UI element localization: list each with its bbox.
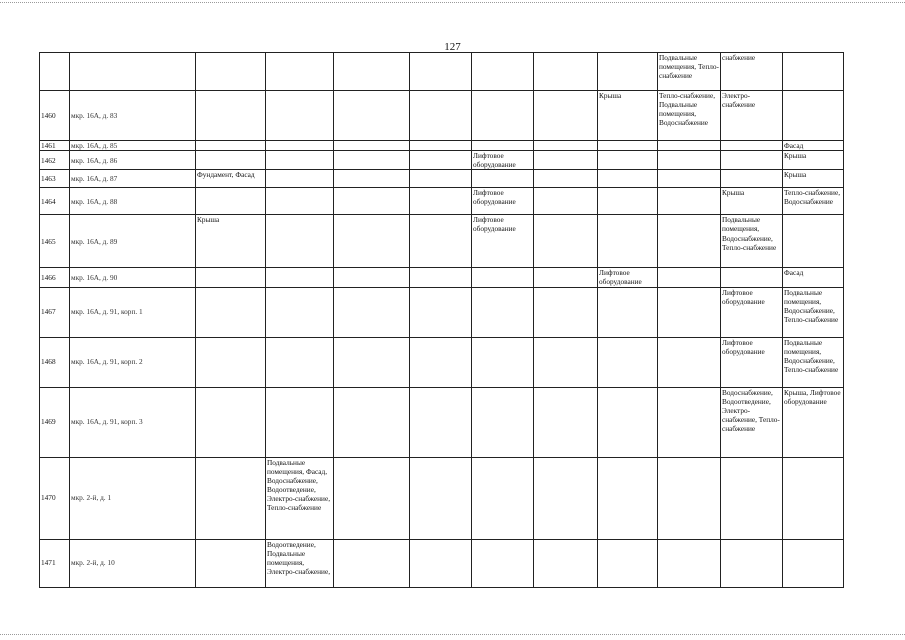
table-row	[40, 268, 844, 287]
work-cell	[598, 539, 658, 587]
work-cell	[598, 215, 658, 268]
row-number: 1468	[40, 337, 70, 387]
address-cell: мкр. 2-й, д. 10	[70, 539, 196, 587]
work-cell: Крыша	[196, 215, 266, 268]
work-cell	[410, 91, 472, 141]
work-cell: Крыша	[721, 188, 783, 215]
row-number: 1460	[40, 91, 70, 141]
table-row	[40, 170, 844, 188]
work-cell: Подвальные помещения, Водоснабжение, Тепло-снабжение	[721, 215, 783, 268]
row-number: 1466	[40, 268, 70, 287]
work-cell	[334, 268, 410, 287]
work-cell	[783, 457, 844, 539]
work-cell	[334, 337, 410, 387]
work-cell	[472, 387, 534, 457]
work-cell	[410, 151, 472, 170]
work-cell	[534, 387, 598, 457]
work-cell: Крыша	[783, 151, 844, 170]
work-cell	[266, 337, 334, 387]
work-cell	[658, 337, 721, 387]
work-cell	[266, 215, 334, 268]
work-cell	[534, 170, 598, 188]
row-number: 1470	[40, 457, 70, 539]
work-cell	[534, 188, 598, 215]
work-cell	[196, 188, 266, 215]
work-cell	[658, 387, 721, 457]
row-number: 1469	[40, 387, 70, 457]
work-cell	[472, 457, 534, 539]
work-cell	[410, 387, 472, 457]
work-cell	[334, 215, 410, 268]
page-number: 127	[444, 41, 461, 53]
work-cell	[266, 151, 334, 170]
work-cell	[196, 337, 266, 387]
work-cell	[658, 151, 721, 170]
work-cell	[410, 287, 472, 337]
work-cell	[598, 141, 658, 151]
work-cell	[472, 337, 534, 387]
work-cell	[598, 287, 658, 337]
work-cell: Тепло-снабжение, Водоснабжение	[783, 188, 844, 215]
work-cell: снабжение	[721, 53, 783, 91]
work-cell	[534, 457, 598, 539]
work-cell	[334, 188, 410, 215]
work-cell	[334, 170, 410, 188]
work-cell	[266, 188, 334, 215]
address-cell: мкр. 16А, д. 88	[70, 188, 196, 215]
address-cell: мкр. 16А, д. 90	[70, 268, 196, 287]
work-cell	[721, 539, 783, 587]
work-cell	[534, 539, 598, 587]
work-cell	[534, 287, 598, 337]
work-cell: Подвальные помещения, Водоснабжение, Тепло-снабжение	[783, 337, 844, 387]
work-cell	[598, 387, 658, 457]
work-cell: Водоотведение, Подвальные помещения, Электро-снабжение,	[266, 539, 334, 587]
work-cell	[658, 215, 721, 268]
row-number: 1465	[40, 215, 70, 268]
work-cell	[658, 539, 721, 587]
work-cell	[266, 387, 334, 457]
work-cell	[196, 457, 266, 539]
work-cell	[598, 337, 658, 387]
row-number: 1462	[40, 151, 70, 170]
work-cell	[534, 91, 598, 141]
address-cell: мкр. 2-й, д. 1	[70, 457, 196, 539]
work-cell	[334, 91, 410, 141]
work-cell: Подвальные помещения, Тепло-снабжение	[658, 53, 721, 91]
work-cell	[534, 268, 598, 287]
table-row	[40, 457, 844, 539]
table-row	[40, 151, 844, 170]
work-cell	[472, 539, 534, 587]
work-cell	[196, 268, 266, 287]
work-cell: Лифтовое оборудование	[598, 268, 658, 287]
work-cell	[196, 287, 266, 337]
table-row	[40, 141, 844, 151]
work-cell	[472, 287, 534, 337]
work-cell	[410, 188, 472, 215]
work-cell: Тепло-снабжение, Подвальные помещения, Водоснабжение	[658, 91, 721, 141]
work-cell	[534, 337, 598, 387]
work-cell: Фундамент, Фасад	[196, 170, 266, 188]
work-cell: Крыша, Лифтовое оборудование	[783, 387, 844, 457]
work-cell	[410, 457, 472, 539]
work-cell	[472, 170, 534, 188]
work-cell	[472, 141, 534, 151]
work-cell	[266, 91, 334, 141]
work-cell	[721, 457, 783, 539]
work-cell	[266, 53, 334, 91]
work-cell	[266, 141, 334, 151]
work-cell	[472, 53, 534, 91]
work-cell	[783, 539, 844, 587]
work-cell	[196, 53, 266, 91]
work-cell	[334, 387, 410, 457]
work-cell: Фасад	[783, 141, 844, 151]
address-cell: мкр. 16А, д. 86	[70, 151, 196, 170]
work-cell: Фасад	[783, 268, 844, 287]
work-cell: Подвальные помещения, Фасад, Водоснабжение, Водоотведение, Электро-снабжение, Тепло-снабжение	[266, 457, 334, 539]
work-cell: Крыша	[598, 91, 658, 141]
address-cell: мкр. 16А, д. 87	[70, 170, 196, 188]
address-cell: мкр. 16А, д. 89	[70, 215, 196, 268]
scan-edge-bottom	[0, 634, 905, 635]
work-cell	[266, 170, 334, 188]
row-number: 1461	[40, 141, 70, 151]
work-cell	[334, 287, 410, 337]
address-cell	[70, 53, 196, 91]
work-cell	[658, 457, 721, 539]
work-cell	[472, 268, 534, 287]
address-cell: мкр. 16А, д. 83	[70, 91, 196, 141]
table-row	[40, 539, 844, 587]
address-cell: мкр. 16А, д. 91, корп. 1	[70, 287, 196, 337]
scan-edge-top	[0, 2, 905, 3]
work-cell	[196, 151, 266, 170]
work-cell	[334, 151, 410, 170]
address-cell: мкр. 16А, д. 91, корп. 3	[70, 387, 196, 457]
work-cell	[410, 215, 472, 268]
work-cell	[658, 268, 721, 287]
work-cell	[658, 170, 721, 188]
work-cell	[266, 287, 334, 337]
work-cell: Крыша	[783, 170, 844, 188]
work-cell	[598, 170, 658, 188]
work-cell: Лифтовое оборудование	[472, 151, 534, 170]
work-cell	[410, 170, 472, 188]
row-number: 1463	[40, 170, 70, 188]
table-row	[40, 53, 844, 91]
work-cell	[721, 268, 783, 287]
address-cell: мкр. 16А, д. 91, корп. 2	[70, 337, 196, 387]
address-cell: мкр. 16А, д. 85	[70, 141, 196, 151]
work-cell	[410, 53, 472, 91]
work-cell	[334, 53, 410, 91]
work-cell	[410, 268, 472, 287]
work-cell	[410, 539, 472, 587]
work-cell	[334, 457, 410, 539]
work-cell: Электро-снабжение	[721, 91, 783, 141]
work-cell: Подвальные помещения, Водоснабжение, Тепло-снабжение	[783, 287, 844, 337]
work-cell	[534, 53, 598, 91]
work-cell	[534, 215, 598, 268]
work-cell: Лифтовое оборудование	[472, 188, 534, 215]
work-cell	[534, 141, 598, 151]
work-cell	[196, 91, 266, 141]
table-row	[40, 188, 844, 215]
work-cell: Лифтовое оборудование	[721, 337, 783, 387]
work-cell	[721, 170, 783, 188]
work-cell	[721, 141, 783, 151]
table-row	[40, 387, 844, 457]
row-number	[40, 53, 70, 91]
work-cell: Лифтовое оборудование	[721, 287, 783, 337]
work-cell	[196, 141, 266, 151]
table-row	[40, 287, 844, 337]
work-cell	[266, 268, 334, 287]
work-cell	[658, 141, 721, 151]
work-cell	[658, 188, 721, 215]
table-row	[40, 91, 844, 141]
repair-schedule-table	[39, 52, 844, 588]
work-cell: Водоснабжение, Водоотведение, Электро-снабжение, Тепло-снабжение	[721, 387, 783, 457]
work-cell	[196, 387, 266, 457]
work-cell	[783, 91, 844, 141]
work-cell	[196, 539, 266, 587]
work-cell	[598, 151, 658, 170]
table-row	[40, 337, 844, 387]
table-row	[40, 215, 844, 268]
work-cell	[783, 53, 844, 91]
work-cell	[410, 141, 472, 151]
work-cell	[472, 91, 534, 141]
work-cell	[598, 53, 658, 91]
work-cell	[658, 287, 721, 337]
work-cell	[410, 337, 472, 387]
work-cell	[334, 539, 410, 587]
row-number: 1467	[40, 287, 70, 337]
work-cell: Лифтовое оборудование	[472, 215, 534, 268]
work-cell	[598, 457, 658, 539]
work-cell	[783, 215, 844, 268]
work-cell	[598, 188, 658, 215]
work-cell	[334, 141, 410, 151]
work-cell	[534, 151, 598, 170]
row-number: 1471	[40, 539, 70, 587]
row-number: 1464	[40, 188, 70, 215]
work-cell	[721, 151, 783, 170]
